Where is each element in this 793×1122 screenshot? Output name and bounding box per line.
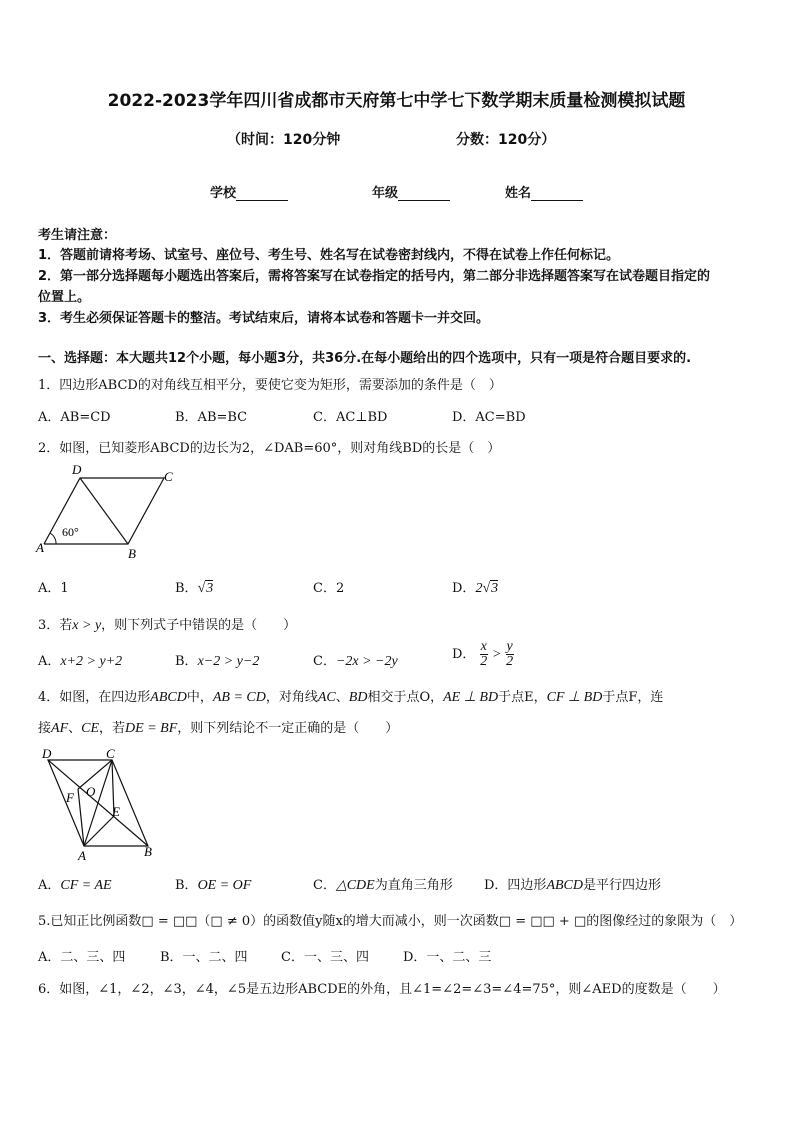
school-blank[interactable] — [236, 187, 288, 201]
notice-item: 1．答题前请将考场、试室号、座位号、考生号、姓名写在试卷密封线内，不得在试卷上作任何标记。 — [38, 248, 620, 263]
time-label: （时间：120分钟 — [227, 132, 341, 148]
q2-option-d[interactable] — [452, 577, 498, 597]
q1-option-a[interactable]: A．AB=CD — [38, 410, 111, 425]
name-field[interactable] — [505, 182, 583, 201]
notice-item: 位置上。 — [38, 290, 91, 305]
label-f: F — [66, 790, 74, 805]
q2-option-b[interactable] — [175, 577, 213, 597]
rhombus-figure — [32, 462, 182, 562]
label-e: E — [112, 804, 120, 819]
fraction: $\frac{x}{2}$ — [480, 639, 488, 669]
label-c: C — [164, 469, 173, 484]
q3-option-a[interactable] — [38, 650, 122, 670]
notice-item: 2．第一部分选择题每小题选出答案后，需将答案写在试卷指定的括号内，第二部分非选择题答案写在试卷题目指定的 — [38, 269, 711, 284]
q3-option-b-label: B． — [175, 654, 198, 669]
question-4-stem-line-2: 接AF、CE，若DE = BF，则下列结论不一定正确的是（ ） — [38, 721, 399, 736]
q2-option-a[interactable]: A．1 — [38, 581, 69, 596]
q1-option-c[interactable]: C．AC⊥BD — [313, 410, 388, 425]
label-d: D — [42, 746, 52, 761]
q5-option-a[interactable]: A．二、三、四 — [38, 950, 126, 965]
q3-prefix: 3．若 — [38, 618, 73, 633]
question-1-stem: 1．四边形ABCD的对角线互相平分，要使它变为矩形，需要添加的条件是（ ） — [38, 378, 502, 393]
grade-field[interactable] — [372, 182, 450, 201]
sqrt-radicand: 3 — [491, 581, 499, 596]
operator: > — [491, 647, 502, 662]
sqrt-symbol: √ — [197, 581, 206, 596]
q3-option-d[interactable] — [452, 640, 514, 669]
quadrilateral-figure — [36, 744, 166, 864]
q3-option-a-label: A． — [38, 654, 61, 669]
q2-option-d-label: D． — [452, 581, 476, 596]
q4-option-b[interactable]: B．OE = OF — [175, 878, 252, 893]
question-4-stem-line-1: 4．如图，在四边形ABCD中，AB = CD，对角线AC、BD相交于点O，AE ⊥ BD于点E，CF ⊥ BD于点F，连 — [38, 690, 664, 705]
label-b: B — [144, 844, 152, 859]
question-2-stem: 2．如图，已知菱形ABCD的边长为2，∠DAB=60°，则对角线BD的长是（ ） — [38, 441, 501, 456]
q4-option-c[interactable]: C．△CDE为直角三角形 — [313, 878, 453, 893]
q1-option-b[interactable]: B．AB=BC — [175, 410, 248, 425]
sqrt-radicand: 3 — [206, 581, 214, 596]
score-label: 分数：120分） — [456, 132, 556, 148]
q5-option-c[interactable]: C．一、三、四 — [281, 950, 369, 965]
q3-option-b-expr: x−2 > y−2 — [197, 654, 260, 669]
label-b: B — [128, 546, 136, 561]
q3-option-a-expr: x+2 > y+2 — [60, 654, 123, 669]
angle-label: 60° — [62, 525, 79, 539]
section-heading: 一、选择题：本大题共12个小题，每小题3分，共36分.在每小题给出的四个选项中，只有一项是符合题目要求的. — [38, 351, 692, 366]
exam-title: 2022-2023学年四川省成都市天府第七中学七下数学期末质量检测模拟试题 — [107, 91, 686, 111]
q4-option-a[interactable]: A．CF = AE — [38, 878, 112, 893]
question-3-stem — [38, 614, 296, 634]
q2-option-b-label: B． — [175, 581, 198, 596]
label-c: C — [106, 746, 115, 761]
q4-option-d[interactable]: D．四边形ABCD是平行四边形 — [484, 878, 662, 893]
q3-option-c-label: C． — [313, 654, 336, 669]
school-label: 学校 — [210, 186, 237, 201]
coefficient: 2 — [475, 581, 483, 596]
label-a: A — [36, 540, 44, 555]
q1-option-d[interactable]: D．AC=BD — [452, 410, 526, 425]
diagonal-ac — [84, 760, 112, 846]
notice-item: 3．考生必须保证答题卡的整洁。考试结束后，请将本试卷和答题卡一并交回。 — [38, 311, 490, 326]
q3-suffix: ，则下列式子中错误的是（ ） — [101, 618, 297, 633]
question-6-stem: 6．如图，∠1，∠2，∠3，∠4，∠5是五边形ABCDE的外角，且∠1=∠2=∠3=∠4=75°，则∠AED的度数是（ ） — [38, 982, 726, 997]
q2-option-c[interactable]: C．2 — [313, 581, 345, 596]
notice-heading: 考生请注意： — [38, 228, 117, 243]
q3-condition: x > y — [72, 618, 102, 633]
q3-option-c-expr: −2x > −2y — [335, 654, 398, 669]
fraction: $\frac{y}{2}$ — [506, 639, 514, 669]
grade-blank[interactable] — [398, 187, 450, 201]
q5-option-b[interactable]: B．一、二、四 — [160, 950, 248, 965]
grade-label: 年级 — [372, 186, 399, 201]
question-5-stem: 5.已知正比例函数□ = □□（□ ≠ 0）的函数值y随x的增大而减小，则一次函数□ = □□ + □的图像经过的象限为（ ） — [38, 914, 743, 929]
school-field[interactable] — [210, 182, 288, 201]
sqrt-symbol: √ — [482, 581, 491, 596]
label-o: O — [86, 784, 96, 799]
angle-arc — [50, 533, 56, 544]
diagonal-bd — [80, 478, 128, 544]
name-blank[interactable] — [531, 187, 583, 201]
name-label: 姓名 — [505, 186, 532, 201]
q3-option-c[interactable] — [313, 650, 398, 670]
q3-option-b[interactable] — [175, 650, 259, 670]
label-a: A — [78, 848, 86, 863]
label-d: D — [72, 462, 82, 477]
q5-option-d[interactable]: D．一、二、三 — [403, 950, 492, 965]
q3-option-d-label: D． — [452, 647, 476, 662]
